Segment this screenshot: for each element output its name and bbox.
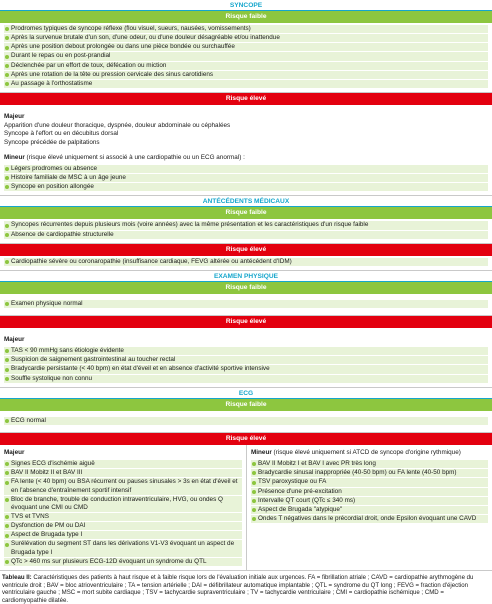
ecg-low-list bbox=[4, 417, 488, 426]
minor-label bbox=[251, 447, 488, 458]
list-item bbox=[4, 43, 488, 52]
list-item-text: Légers prodromes ou absence bbox=[11, 164, 98, 172]
major-label: Majeur bbox=[4, 448, 25, 456]
bullet-icon bbox=[5, 73, 9, 77]
bullet-icon bbox=[252, 499, 256, 503]
list-item-text: Syncope en position allongée bbox=[11, 183, 94, 191]
list-item bbox=[4, 80, 488, 89]
bullet-icon bbox=[5, 224, 9, 228]
list-item-text: Présence d'une pré-excitation bbox=[258, 487, 342, 495]
syncope-low-block bbox=[0, 23, 492, 93]
list-item bbox=[251, 469, 488, 478]
bullet-icon bbox=[5, 167, 9, 171]
bullet-icon bbox=[5, 64, 9, 68]
antecedents-high-block bbox=[0, 256, 492, 271]
list-item bbox=[4, 522, 242, 531]
list-item-text: TVS et TVNS bbox=[11, 513, 49, 520]
bullet-icon bbox=[5, 349, 9, 353]
list-item bbox=[4, 174, 488, 183]
section-header-ecg: ECG bbox=[0, 388, 492, 399]
low-risk-bar: Risque faible bbox=[0, 282, 492, 294]
syncope-minor-list bbox=[4, 165, 488, 192]
section-header-antecedents: ANTÉCÉDENTS MÉDICAUX bbox=[0, 196, 492, 207]
list-item bbox=[4, 62, 488, 71]
examen-major-list bbox=[4, 347, 488, 384]
list-item bbox=[251, 515, 488, 524]
list-item bbox=[251, 506, 488, 515]
list-item bbox=[4, 347, 488, 356]
list-item bbox=[4, 558, 242, 567]
bullet-icon bbox=[252, 462, 256, 466]
list-item-text: Syncope à l'effort ou en décubitus dorsal bbox=[4, 130, 119, 138]
list-item bbox=[4, 375, 488, 384]
bullet-icon bbox=[5, 498, 9, 502]
high-risk-bar: Risque élevé bbox=[0, 93, 492, 105]
list-item bbox=[4, 496, 242, 513]
list-item-text: Après une rotation de la tête ou pression cervicale des sinus carotidiens bbox=[11, 70, 214, 78]
list-item-text: TSV paroxystique ou FA bbox=[258, 478, 327, 486]
list-item bbox=[4, 258, 488, 267]
list-item-text: Absence de cardiopathie structurelle bbox=[11, 230, 114, 238]
list-item-text: QTc > 460 ms sur plusieurs ECG-12D évoquant un syndrome du QTL bbox=[11, 557, 207, 565]
list-item-text: TAS < 90 mmHg sans étiologie évidente bbox=[11, 347, 124, 355]
high-risk-bar: Risque élevé bbox=[0, 244, 492, 256]
list-item bbox=[4, 34, 488, 43]
ecg-minor-column bbox=[246, 445, 492, 570]
bullet-icon bbox=[5, 462, 9, 466]
syncope-major-list bbox=[4, 122, 488, 146]
list-item bbox=[4, 478, 242, 495]
list-item bbox=[4, 165, 488, 174]
ecg-high-columns bbox=[0, 445, 492, 571]
list-item bbox=[4, 25, 488, 34]
bullet-icon bbox=[5, 36, 9, 40]
bullet-icon bbox=[5, 471, 9, 475]
list-item-text: Apparition d'une douleur thoracique, dyspnée, douleur abdominale ou céphalées bbox=[4, 122, 231, 130]
list-item-text: Histoire familiale de MSC à un âge jeune bbox=[11, 174, 126, 182]
bullet-icon bbox=[5, 419, 9, 423]
bullet-icon bbox=[252, 517, 256, 521]
list-item bbox=[251, 460, 488, 469]
low-risk-bar: Risque faible bbox=[0, 399, 492, 411]
list-item-text: Syncope précédée de palpitations bbox=[4, 138, 100, 146]
list-item-text: Après une position debout prolongée ou dans une pièce bondée ou surchauffée bbox=[11, 43, 235, 51]
minor-label-suffix: (risque élevé uniquement si ATCD de syncope d'origine rythmique) bbox=[271, 448, 461, 456]
list-item-text: Déclenchée par un effort de toux, défécation ou miction bbox=[11, 61, 167, 69]
major-label: Majeur bbox=[4, 113, 25, 121]
antecedents-high-list bbox=[4, 258, 488, 267]
bullet-icon bbox=[252, 508, 256, 512]
list-item-text: Surélévation du segment ST dans les dérivations V1-V3 évoquant un aspect de Brugada type I bbox=[11, 540, 235, 556]
table-caption bbox=[0, 574, 492, 604]
low-risk-bar: Risque faible bbox=[0, 11, 492, 23]
ecg-low-block bbox=[0, 411, 492, 433]
list-item bbox=[4, 300, 488, 309]
bullet-icon bbox=[5, 302, 9, 306]
examen-high-block bbox=[0, 328, 492, 388]
list-item bbox=[251, 488, 488, 497]
list-item-text: Souffle systolique non connu bbox=[11, 374, 93, 382]
list-item-text: Intervalle QT court (QTc ≤ 340 ms) bbox=[258, 496, 356, 504]
list-item bbox=[4, 540, 242, 557]
list-item bbox=[4, 71, 488, 80]
list-item-text: Suspicion de saignement gastrointestinal au toucher rectal bbox=[11, 356, 176, 364]
list-item-text: Au passage à l'orthostatisme bbox=[11, 79, 93, 87]
list-item bbox=[4, 513, 242, 522]
list-item bbox=[4, 52, 488, 61]
bullet-icon bbox=[5, 515, 9, 519]
bullet-icon bbox=[5, 560, 9, 564]
list-item-text: Dysfonction de PM ou DAI bbox=[11, 522, 86, 530]
section-header-syncope: SYNCOPE bbox=[0, 0, 492, 11]
major-label: Majeur bbox=[4, 335, 25, 343]
list-item bbox=[4, 221, 488, 230]
list-item bbox=[4, 356, 488, 365]
syncope-low-list bbox=[4, 25, 488, 89]
list-item bbox=[4, 417, 488, 426]
list-item-text: Signes ECG d'ischémie aiguë bbox=[11, 460, 95, 468]
list-item bbox=[4, 183, 488, 192]
list-item bbox=[4, 231, 488, 240]
antecedents-low-list bbox=[4, 221, 488, 239]
list-item-text: Ondes T négatives dans le précordial droit, onde Epsilon évoquant une CAVD bbox=[258, 515, 477, 522]
bullet-icon bbox=[5, 82, 9, 86]
minor-label-strong: Mineur bbox=[4, 153, 25, 161]
list-item-text: Après la survenue brutale d'un son, d'une odeur, ou d'une douleur désagréable et/ou inattendue bbox=[11, 34, 280, 42]
list-item bbox=[4, 531, 242, 540]
list-item-text: ECG normal bbox=[11, 416, 46, 424]
bullet-icon bbox=[5, 260, 9, 264]
list-item bbox=[4, 460, 242, 469]
list-item-text: Bloc de branche, trouble de conduction intraventriculaire, HVG, ou ondes Q évoquant une CMI ou CMD bbox=[11, 495, 223, 511]
bullet-icon bbox=[5, 233, 9, 237]
examen-low-block bbox=[0, 294, 492, 316]
bullet-icon bbox=[5, 481, 9, 485]
list-item-text: Bradycardie persistante (< 40 bpm) en état d'éveil et en absence d'activité sportive intensive bbox=[11, 365, 270, 373]
list-item bbox=[4, 365, 488, 374]
bullet-icon bbox=[5, 534, 9, 538]
list-item-text: Bradycardie sinusal inappropriée (40-50 bpm) ou FA lente (40-50 bpm) bbox=[258, 469, 457, 477]
bullet-icon bbox=[5, 377, 9, 381]
list-item bbox=[251, 478, 488, 487]
bullet-icon bbox=[252, 490, 256, 494]
bullet-icon bbox=[5, 543, 9, 547]
list-item-text: BAV II Mobitz I et BAV I avec PR très long bbox=[258, 460, 376, 468]
antecedents-low-block bbox=[0, 219, 492, 243]
bullet-icon bbox=[5, 185, 9, 189]
caption-text: Caractéristiques des patients à haut risque et à faible risque lors de l'évaluation initiale aux urgences. FA = fibrillation atriale ; CAVD = cardiopathie arythmogène du ventricule droit ; BAV = bloc atrioventriculaire ; TA = tension artérielle ; DAI = défibrillateur automatique implantable ; QTL = syndrome du QT long ; FEVG = fraction d'éjection ventriculaire gauche ; MSC = mort subite cardiaque ; TSV = tachycardie supraventriculaire ; TV = tachycardie ventriculaire ; CMI = cardiopathie ischémique ; CMD = cardiomyopathie dilatée. bbox=[2, 574, 474, 604]
list-item-text: Examen physique normal bbox=[11, 299, 83, 307]
minor-label-strong: Mineur bbox=[251, 448, 272, 456]
list-item-text: Syncopes récurrentes depuis plusieurs mois (voire années) avec la même présentation et les caractéristiques d'un risque faible bbox=[11, 221, 369, 229]
list-item-text: FA lente (< 40 bpm) ou BSA récurrent ou pauses sinusales > 3s en état d'éveil et en l'absence d'entraînement sportif intensif bbox=[11, 478, 238, 494]
list-item-text: Cardiopathie sévère ou coronaropathie (insuffisance cardiaque, FEVG altérée ou antécédent d'IDM) bbox=[11, 257, 292, 265]
minor-label-suffix: (risque élevé uniquement si associé à une cardiopathie ou un ECG anormal) : bbox=[24, 153, 245, 161]
bullet-icon bbox=[5, 27, 9, 31]
bullet-icon bbox=[252, 481, 256, 485]
bullet-icon bbox=[5, 55, 9, 59]
bullet-icon bbox=[5, 358, 9, 362]
list-item-text: Prodromes typiques de syncope réflexe (flou visuel, sueurs, nausées, vomissements) bbox=[11, 25, 251, 32]
ecg-major-list bbox=[4, 460, 242, 567]
list-item bbox=[4, 469, 242, 478]
section-header-examen: EXAMEN PHYSIQUE bbox=[0, 271, 492, 282]
high-risk-bar: Risque élevé bbox=[0, 316, 492, 328]
low-risk-bar: Risque faible bbox=[0, 207, 492, 219]
list-item bbox=[251, 497, 488, 506]
list-item-text: BAV II Mobitz II et BAV III bbox=[11, 469, 83, 477]
high-risk-bar: Risque élevé bbox=[0, 433, 492, 445]
syncope-high-block bbox=[0, 105, 492, 196]
list-item-text: Aspect de Brugada "atypique" bbox=[258, 505, 343, 513]
minor-label bbox=[4, 152, 488, 163]
bullet-icon bbox=[5, 368, 9, 372]
ecg-major-column bbox=[0, 445, 246, 570]
bullet-icon bbox=[5, 46, 9, 50]
bullet-icon bbox=[5, 524, 9, 528]
caption-label: Tableau II: bbox=[2, 574, 32, 581]
examen-low-list bbox=[4, 300, 488, 309]
list-item-text: Aspect de Brugada type I bbox=[11, 531, 83, 539]
bullet-icon bbox=[5, 176, 9, 180]
list-item-text: Durant le repas ou en post-prandial bbox=[11, 52, 111, 60]
ecg-minor-list bbox=[251, 460, 488, 524]
bullet-icon bbox=[252, 471, 256, 475]
